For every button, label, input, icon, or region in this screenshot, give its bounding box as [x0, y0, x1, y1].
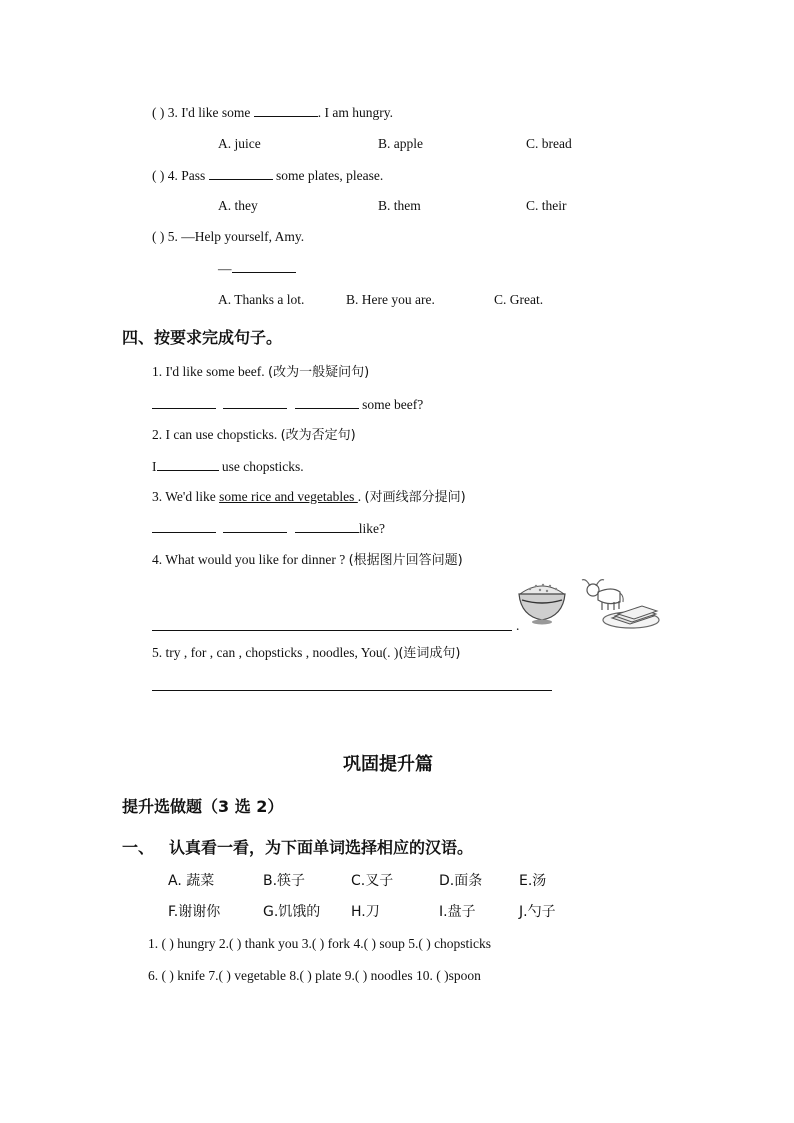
reply-line: [218, 260, 296, 277]
word-option: B.筷子: [263, 873, 306, 889]
word-option: F.谢谢你: [168, 904, 221, 920]
option-c: C. Great.: [494, 292, 544, 307]
underlined-phrase: some rice and vegetables: [219, 489, 358, 504]
part-title: 巩固提升篇: [343, 754, 433, 775]
end-dot: .: [516, 618, 520, 633]
answer-text: some beef?: [358, 397, 424, 412]
word-option: A. 蔬菜: [168, 873, 215, 889]
sentence-3: [152, 489, 466, 506]
cow-icon: [582, 580, 623, 610]
part-subtitle: 提升选做题（3 选 2）: [122, 797, 284, 816]
answer-paren: ( ): [152, 229, 165, 244]
word-option: G.饥饿的: [263, 904, 321, 920]
question-text: 4. Pass: [167, 168, 209, 183]
question-5: [152, 229, 304, 245]
sentence-1: [152, 364, 369, 381]
sentence-text: .: [357, 489, 362, 504]
question-text: 5. —Help yourself, Amy.: [167, 229, 305, 244]
fill-blank[interactable]: [254, 104, 318, 117]
fill-blank[interactable]: [295, 520, 359, 533]
word-option: E.汤: [519, 873, 547, 889]
fill-blank[interactable]: [295, 396, 359, 409]
sentence-text: 1. I'd like some beef.: [152, 364, 265, 379]
answer-rule[interactable]: [152, 630, 512, 631]
option-b: B. them: [378, 198, 421, 213]
answer-line: [152, 458, 304, 475]
matching-row[interactable]: 1. ( ) hungry 2.( ) thank you 3.( ) fork 4.( ) soup 5.( ) chopsticks: [148, 936, 492, 951]
sentence-text: 4. What would you like for dinner ?: [152, 552, 346, 567]
rice-bowl-icon: [519, 584, 565, 625]
option-b: B. apple: [378, 136, 423, 151]
answer-text: I: [152, 459, 157, 474]
option-a: A. Thanks a lot.: [218, 292, 305, 307]
option-c: C. bread: [526, 136, 572, 151]
fill-blank[interactable]: [223, 520, 287, 533]
food-picture: [516, 572, 666, 632]
option-a: A. they: [218, 198, 258, 213]
instruction-note: (对画线部分提问): [364, 490, 466, 505]
answer-line: [152, 396, 423, 413]
answer-rule[interactable]: [152, 690, 552, 691]
fill-blank[interactable]: [157, 458, 219, 471]
question-heading: 认真看一看，为下面单词选择相应的汉语。: [169, 838, 474, 857]
word-option: J.勺子: [519, 904, 556, 920]
question-4: [152, 167, 383, 184]
word-option: D.面条: [439, 873, 483, 889]
meat-plate-icon: [603, 606, 659, 628]
section-heading: 四、按要求完成句子。: [122, 328, 283, 347]
fill-blank[interactable]: [152, 396, 216, 409]
instruction-note: (改为一般疑问句): [268, 365, 370, 380]
sentence-2: [152, 427, 356, 444]
answer-paren: ( ): [152, 168, 165, 183]
fill-blank[interactable]: [232, 260, 296, 273]
sentence-4: [152, 552, 463, 569]
word-option: C.叉子: [351, 873, 394, 889]
sentence-text: 5. try , for , can , chopsticks , noodles, You(. ): [152, 645, 399, 660]
answer-line: [152, 520, 385, 537]
question-text: 3. I'd like some: [167, 105, 254, 120]
sentence-text: 2. I can use chopsticks.: [152, 427, 278, 442]
question-text: some plates, please.: [272, 168, 384, 183]
question-number: 一、: [122, 838, 155, 857]
dash: —: [218, 261, 232, 276]
instruction-note: (改为否定句): [280, 428, 356, 443]
answer-text: use chopsticks.: [218, 459, 304, 474]
answer-text: like?: [358, 521, 385, 536]
sentence-text: 3. We'd like: [152, 489, 220, 504]
option-a: A. juice: [218, 136, 261, 151]
matching-row[interactable]: 6. ( ) knife 7.( ) vegetable 8.( ) plate 9.( ) noodles 10. ( )spoon: [148, 968, 481, 983]
instruction-note: (根据图片回答问题): [348, 553, 463, 568]
option-c: C. their: [526, 198, 567, 213]
word-option: I.盘子: [439, 904, 476, 920]
question-text: . I am hungry.: [317, 105, 394, 120]
answer-paren: ( ): [152, 105, 165, 120]
fill-blank[interactable]: [209, 167, 273, 180]
fill-blank[interactable]: [223, 396, 287, 409]
instruction-note: (连词成句): [398, 646, 461, 661]
fill-blank[interactable]: [152, 520, 216, 533]
option-b: B. Here you are.: [346, 292, 435, 307]
word-option: H.刀: [351, 904, 380, 920]
sentence-5: [152, 645, 461, 662]
question-3: [152, 104, 393, 121]
